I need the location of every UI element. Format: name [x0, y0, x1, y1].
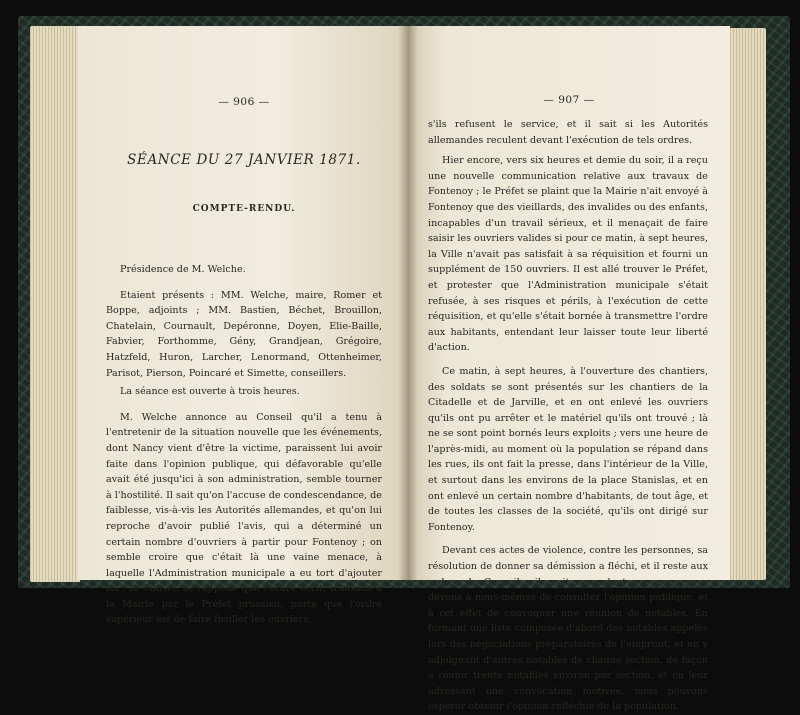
left-page-edges: [30, 26, 80, 582]
book-gutter: [398, 26, 418, 580]
paragraph: Devant ces actes de violence, contre les personnes, sa résolution de donner sa démission a fléchi, et il reste aux ordres du Conseil ; il croit cependant que nous nous devons à nous-mêmes de consulter l'opinion publique, et à cet effet de convoquer une réunion de notables. En formant une liste composée d'abord des notables appelés lors des négociations préparatoires de l'emprunt, et en y adjoignant d'autres notables de chaque section, de façon à réunir trente notables environ par section, et en leur adressant une convocation motivée, nous pouvons espérer obtenir l'opinion réfléchie de la population.: [428, 545, 708, 713]
session-title: SÉANCE DU 27 JANVIER 1871.: [127, 152, 361, 168]
section-heading: COMPTE-RENDU.: [192, 204, 296, 214]
page-number-right: — 907 —: [543, 94, 595, 106]
left-page: [78, 26, 408, 626]
paragraph: Hier encore, vers six heures et demie du soir, il a reçu une nouvelle communication relative aux travaux de Fontenoy ; le Préfet se plaint que la Mairie n'ait envoyé à Fontenoy que des vieillards, des invalides ou des enfants, incapables d'un travail sérieux, et il menaçait de faire saisir les ouvriers valides si pour ce matin, à sept heures, la Ville n'avait pas satisfait à sa réquisition et fourni un supplément de 150 ouvriers. Il est allé trouver le Préfet, et protester que l'Administration municipale s'était refusée, à ses risques et périls, à l'exécution de cette réquisition, et qu'elle s'était bornée à transmettre l'ordre aux habitants, entendant leur laisser toute leur liberté d'action.: [428, 155, 708, 354]
right-page: [408, 26, 730, 713]
paragraph: Ce matin, à sept heures, à l'ouverture des chantiers, des soldats se sont présentés sur les chantiers de la Citadelle et de Jarville, et en ont enlevé les ouvriers qu'ils ont pu arrêter et le matériel qu'ils ont trouvé ; là ne se sont point bornés leurs exploits ; vers une heure de l'après-midi, au moment où la population se répand dans les rues, ils ont fait la presse, dans l'intérieur de la Ville, et surtout dans les environs de la place Stanislas, et en ont enlevé un certain nombre d'habitants, de tout âge, et de toutes les classes de la société, qu'ils ont dirigé sur Fontenoy.: [428, 365, 708, 533]
paragraph: s'ils refusent le service, et il sait si les Autorités allemandes reculent devant l'exécution de tels ordres.: [428, 119, 708, 146]
paragraph: La séance est ouverte à trois heures.: [120, 386, 300, 398]
page-number-left: — 906 —: [218, 96, 270, 108]
right-page-edges: [728, 28, 766, 580]
paragraph: M. Welche annonce au Conseil qu'il a tenu à l'entretenir de la situation nouvelle que les événements, dont Nancy vient d'être la victime, paraissent lui avoir faite dans l'opinion publique, qui défavorable qu'elle avait été jusqu'ici à son administration, semble tourner à l'hostilité. Il sait qu'on l'accuse de condescendance, de faiblesse, vis-à-vis les Autorités allemandes, et qu'on lui reproche d'avoir publié l'avis, qui a déterminé un certain nombre d'ouvriers à partir pour Fontenoy ; on semble croire que c'était là une vaine menace, à laquelle l'Administration municipale a eu tort d'ajouter foi ; le Conseil se rappelle que l'ordre écrit, transmis à la Mairie par le Préfet prussien, porte que l'ordre supérieur est de faire fusiller les ouvriers,: [106, 411, 382, 626]
right-page-text: [428, 117, 708, 715]
paragraph: Présidence de M. Welche.: [120, 264, 246, 275]
paragraph: Etaient présents : MM. Welche, maire, Romer et Boppe, adjoints ; MM. Bastien, Béchet, Brouillon, Chatelain, Cournault, Depéronne, Doyen, Elie-Baille, Fabvier, Forthomme, Gény, Grandjean, Grégoire, Hatzfeld, Huron, Larcher, Lenormand, Ottenheimer, Parisot, Pierson, Poincaré et Simette, conseillers.: [106, 289, 382, 379]
